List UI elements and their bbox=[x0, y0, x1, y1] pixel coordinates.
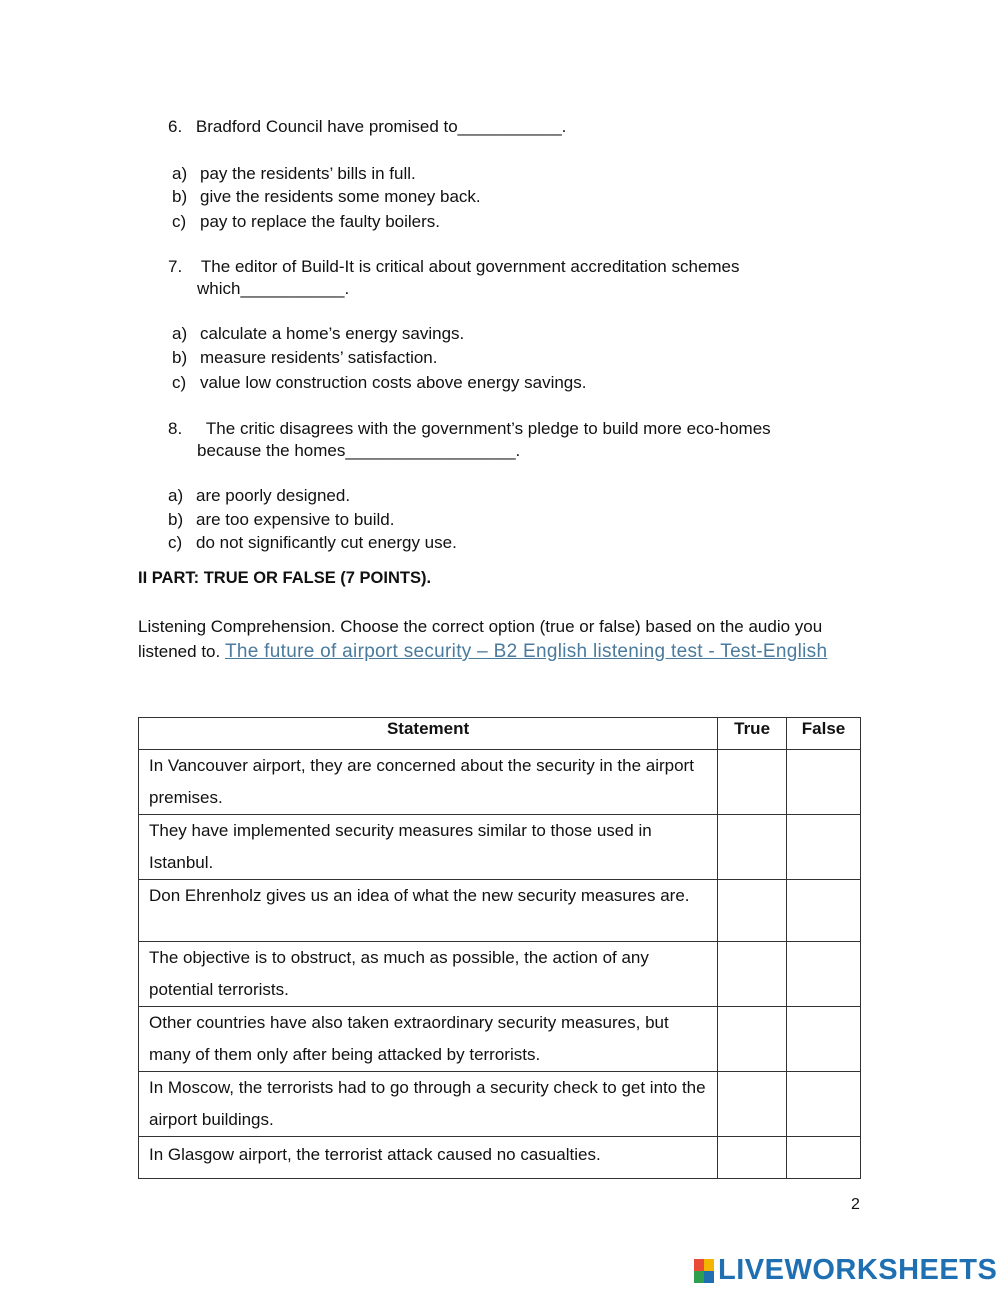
true-answer-cell[interactable] bbox=[718, 1137, 787, 1179]
true-answer-cell[interactable] bbox=[718, 815, 787, 880]
option-6a: a) pay the residents’ bills in full. bbox=[172, 164, 416, 183]
logo-square-blue bbox=[704, 1271, 714, 1283]
true-answer-cell[interactable] bbox=[718, 942, 787, 1007]
false-answer-cell[interactable] bbox=[787, 1137, 861, 1179]
option-8c: c) do not significantly cut energy use. bbox=[168, 533, 457, 552]
table-row bbox=[139, 1007, 861, 1072]
statement-cell: In Vancouver airport, they are concerned about the security in the airport premises. bbox=[139, 750, 718, 815]
statement-cell: In Glasgow airport, the terrorist attack caused no casualties. bbox=[139, 1137, 718, 1179]
page-number: 2 bbox=[851, 1196, 860, 1213]
question-text: The critic disagrees with the government’s pledge to build more eco-homes bbox=[205, 419, 771, 438]
option-7b: b) measure residents’ satisfaction. bbox=[172, 348, 438, 367]
false-answer-cell[interactable] bbox=[787, 815, 861, 880]
true-answer-cell[interactable] bbox=[718, 1072, 787, 1137]
header-false: False bbox=[787, 718, 861, 750]
option-7c: c) value low construction costs above energy savings. bbox=[172, 373, 587, 392]
question-6 bbox=[168, 116, 566, 138]
option-8a: a) are poorly designed. bbox=[168, 486, 351, 505]
logo-square-yellow bbox=[704, 1259, 714, 1271]
table-row bbox=[139, 880, 861, 942]
liveworksheets-logo bbox=[694, 1254, 997, 1287]
option-6c: c) pay to replace the faulty boilers. bbox=[172, 212, 441, 231]
question-text: The editor of Build-It is critical about government accreditation schemes bbox=[200, 257, 740, 276]
question-text: Bradford Council have promised to___________. bbox=[195, 117, 567, 136]
table-row bbox=[139, 815, 861, 880]
table-row bbox=[139, 1072, 861, 1137]
statement-cell: The objective is to obstruct, as much as possible, the action of any potential terrorists. bbox=[139, 942, 718, 1007]
option-7a: a) calculate a home’s energy savings. bbox=[172, 324, 465, 343]
statement-cell: In Moscow, the terrorists had to go through a security check to get into the airport buildings. bbox=[139, 1072, 718, 1137]
logo-text: LIVEWORKSHEETS bbox=[718, 1254, 998, 1286]
option-8b: b) are too expensive to build. bbox=[168, 510, 395, 529]
true-false-table bbox=[138, 717, 861, 1179]
false-answer-cell[interactable] bbox=[787, 1072, 861, 1137]
true-answer-cell[interactable] bbox=[718, 880, 787, 942]
table-row bbox=[139, 750, 861, 815]
false-answer-cell[interactable] bbox=[787, 942, 861, 1007]
false-answer-cell[interactable] bbox=[787, 750, 861, 815]
true-answer-cell[interactable] bbox=[718, 750, 787, 815]
statement-cell: Other countries have also taken extraordinary security measures, but many of them only after being attacked by terrorists. bbox=[139, 1007, 718, 1072]
part2-instructions bbox=[138, 614, 838, 664]
logo-square-green bbox=[694, 1271, 704, 1283]
header-statement: Statement bbox=[139, 718, 718, 750]
logo-square-red bbox=[694, 1259, 704, 1271]
question-7-line2: which___________. bbox=[197, 279, 350, 298]
question-7 bbox=[168, 256, 740, 278]
question-8-line2: because the homes__________________. bbox=[197, 441, 521, 460]
false-answer-cell[interactable] bbox=[787, 880, 861, 942]
statement-cell: Don Ehrenholz gives us an idea of what the new security measures are. bbox=[139, 880, 718, 942]
instructions-text: Listening Comprehension. Choose the correct option (true or false) based on the audio you listened to. bbox=[138, 617, 823, 661]
question-number: 7. bbox=[168, 257, 183, 276]
option-6b: b) give the residents some money back. bbox=[172, 187, 481, 206]
true-answer-cell[interactable] bbox=[718, 1007, 787, 1072]
question-8 bbox=[168, 418, 771, 440]
table-row bbox=[139, 942, 861, 1007]
table-header-row bbox=[139, 718, 861, 750]
part2-heading: II PART: TRUE OR FALSE (7 POINTS). bbox=[138, 569, 432, 587]
liveworksheets-logo-icon bbox=[694, 1259, 714, 1283]
false-answer-cell[interactable] bbox=[787, 1007, 861, 1072]
question-number: 6. bbox=[168, 117, 183, 136]
table-row bbox=[139, 1137, 861, 1179]
header-true: True bbox=[718, 718, 787, 750]
audio-source-link[interactable]: The future of airport security – B2 English listening test - Test-English bbox=[224, 641, 828, 662]
question-number: 8. bbox=[168, 419, 183, 438]
statement-cell: They have implemented security measures similar to those used in Istanbul. bbox=[139, 815, 718, 880]
